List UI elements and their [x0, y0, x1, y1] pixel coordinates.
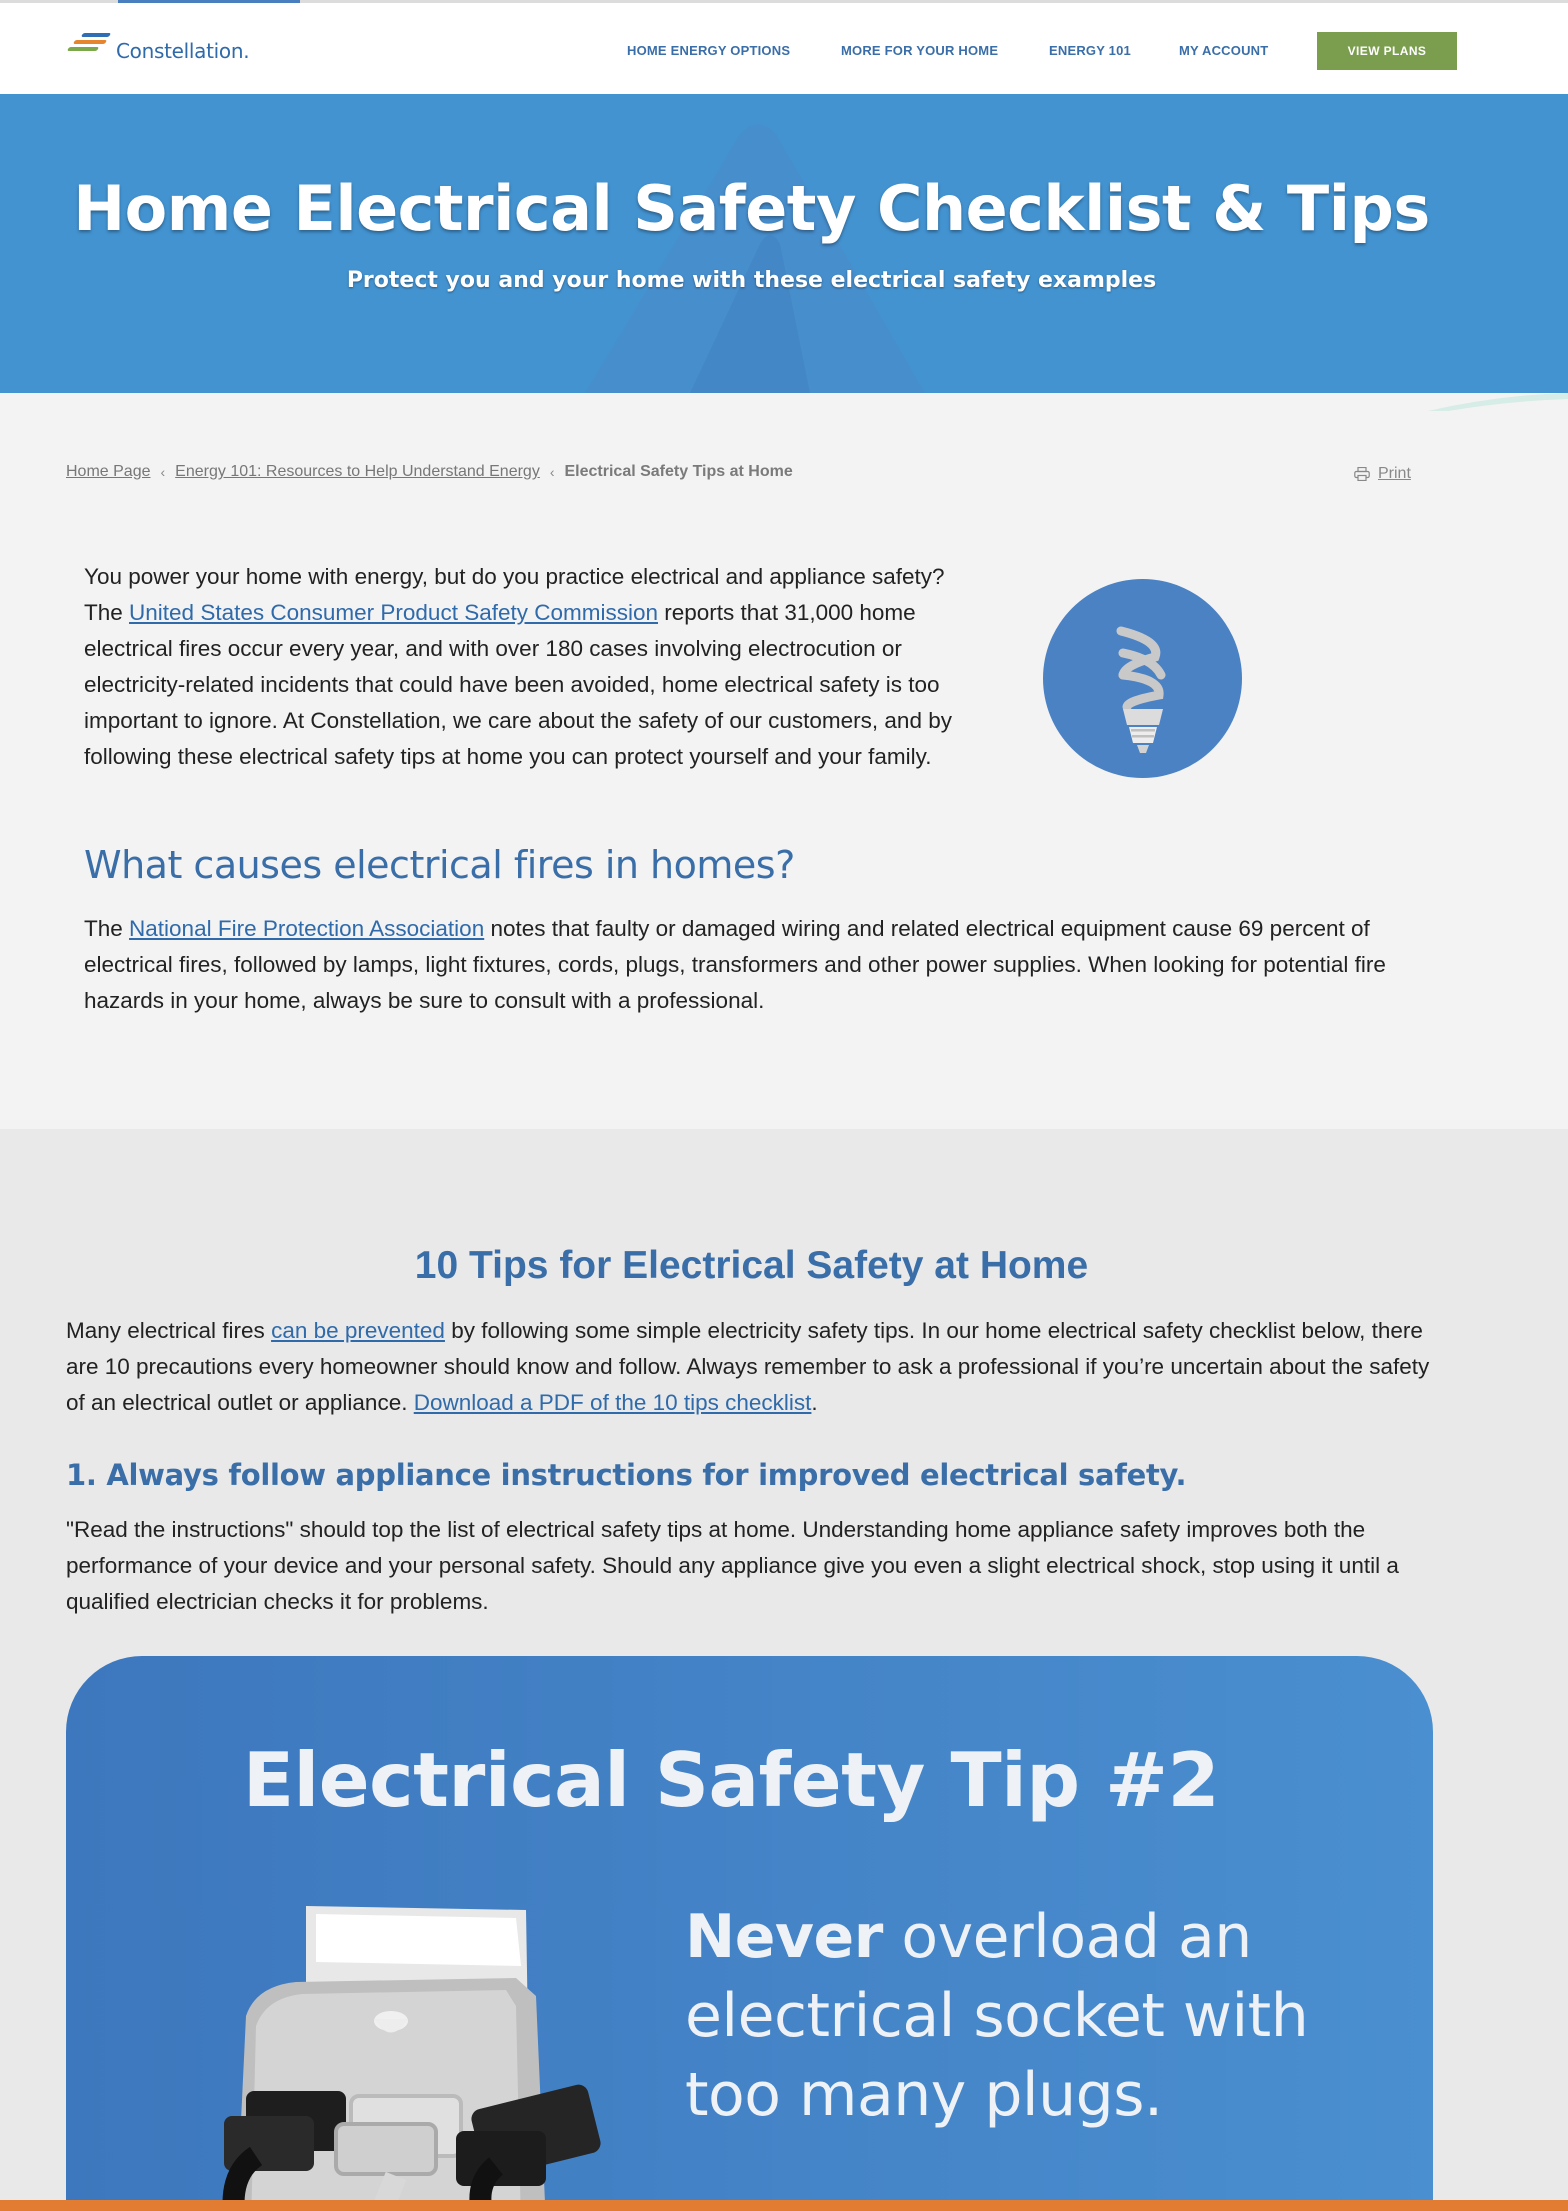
- tip-1-paragraph: "Read the instructions" should top the list of electrical safety tips at home. Understanding home appliance safety improves both the performance of your device and your personal safety. Should any appliance give you even a slight electrical shock, stop using it until a qualified electrician checks it for problems.: [66, 1517, 1399, 1614]
- printer-icon: [1354, 467, 1370, 481]
- print-label[interactable]: Print: [1378, 465, 1411, 482]
- nav-energy-101[interactable]: ENERGY 101: [1049, 43, 1131, 58]
- intro-paragraph: You power your home with energy, but do you practice electrical and appliance safety? The United States Consumer Product Safety Commission reports that 31,000 home electrical fires occur every year, and with over 180 cases involving electrocution or electricity-related incidents that could have been avoided, home electrical safety is too important to ignore. At Constellation, we care about the safety of our customers, and by following these electrical safety tips at home you can protect yourself and your family.: [84, 564, 952, 769]
- breadcrumb-home[interactable]: Home Page: [66, 463, 151, 480]
- intro-section: [0, 393, 1568, 1129]
- breadcrumb-energy-101[interactable]: Energy 101: Resources to Help Understand Energy: [175, 463, 540, 480]
- print-link[interactable]: [1354, 465, 1411, 483]
- cpsc-link[interactable]: United States Consumer Product Safety Commission: [129, 600, 659, 625]
- view-plans-button[interactable]: VIEW PLANS: [1317, 32, 1457, 70]
- overloaded-socket-icon: [216, 1886, 696, 2211]
- can-be-prevented-link[interactable]: can be prevented: [271, 1318, 445, 1343]
- tips-intro-paragraph: Many electrical fires can be prevented by following some simple electricity safety tips. In our home electrical safety checklist below, there are 10 precautions every homeowner should know and follow. Always remember to ask a professional if you’re uncertain about the safety of an electrical outlet or appliance. Download a PDF of the 10 tips checklist.: [66, 1318, 1430, 1415]
- chevron-left-icon: ‹: [549, 464, 555, 480]
- decorative-swoosh: [1428, 393, 1568, 411]
- electrical-fires-heading: What causes electrical fires in homes?: [84, 843, 795, 887]
- breadcrumb: [66, 463, 793, 481]
- light-bulb-illustration: [1043, 579, 1242, 778]
- hero-banner: [0, 94, 1568, 393]
- logo-text: Constellation.: [116, 39, 250, 63]
- nav-more-for-your-home[interactable]: MORE FOR YOUR HOME: [841, 43, 999, 58]
- page-title: Home Electrical Safety Checklist & Tips: [73, 172, 1430, 245]
- breadcrumb-current: Electrical Safety Tips at Home: [564, 463, 793, 480]
- tip-2-graphic: [66, 1656, 1433, 2211]
- tips-heading: 10 Tips for Electrical Safety at Home: [414, 1244, 1089, 1287]
- bottom-accent-bar: [0, 2200, 1568, 2211]
- tip-card-text: Never overload an electrical socket with too many plugs.: [685, 1902, 1309, 2130]
- tips-section: [0, 1129, 1568, 2211]
- nav-my-account[interactable]: MY ACCOUNT: [1179, 43, 1269, 58]
- nav-home-energy-options[interactable]: HOME ENERGY OPTIONS: [627, 43, 791, 58]
- tip-card-title: Electrical Safety Tip #2: [242, 1736, 1220, 1824]
- nfpa-link[interactable]: National Fire Protection Association: [129, 916, 485, 941]
- nfpa-paragraph: The National Fire Protection Association notes that faulty or damaged wiring and related electrical equipment cause 69 percent of electrical fires, followed by lamps, light fixtures, cords, plugs, transformers and other power supplies. When looking for potential fire hazards in your home, always be sure to consult with a professional.: [84, 916, 1386, 1013]
- page-subtitle: Protect you and your home with these electrical safety examples: [346, 268, 1157, 293]
- site-header: [0, 3, 1568, 94]
- chevron-left-icon: ‹: [160, 464, 166, 480]
- download-pdf-link[interactable]: Download a PDF of the 10 tips checklist: [413, 1390, 812, 1415]
- tip-1-heading: 1. Always follow appliance instructions for improved electrical safety.: [66, 1458, 1187, 1492]
- light-bulb-icon: [1043, 579, 1242, 778]
